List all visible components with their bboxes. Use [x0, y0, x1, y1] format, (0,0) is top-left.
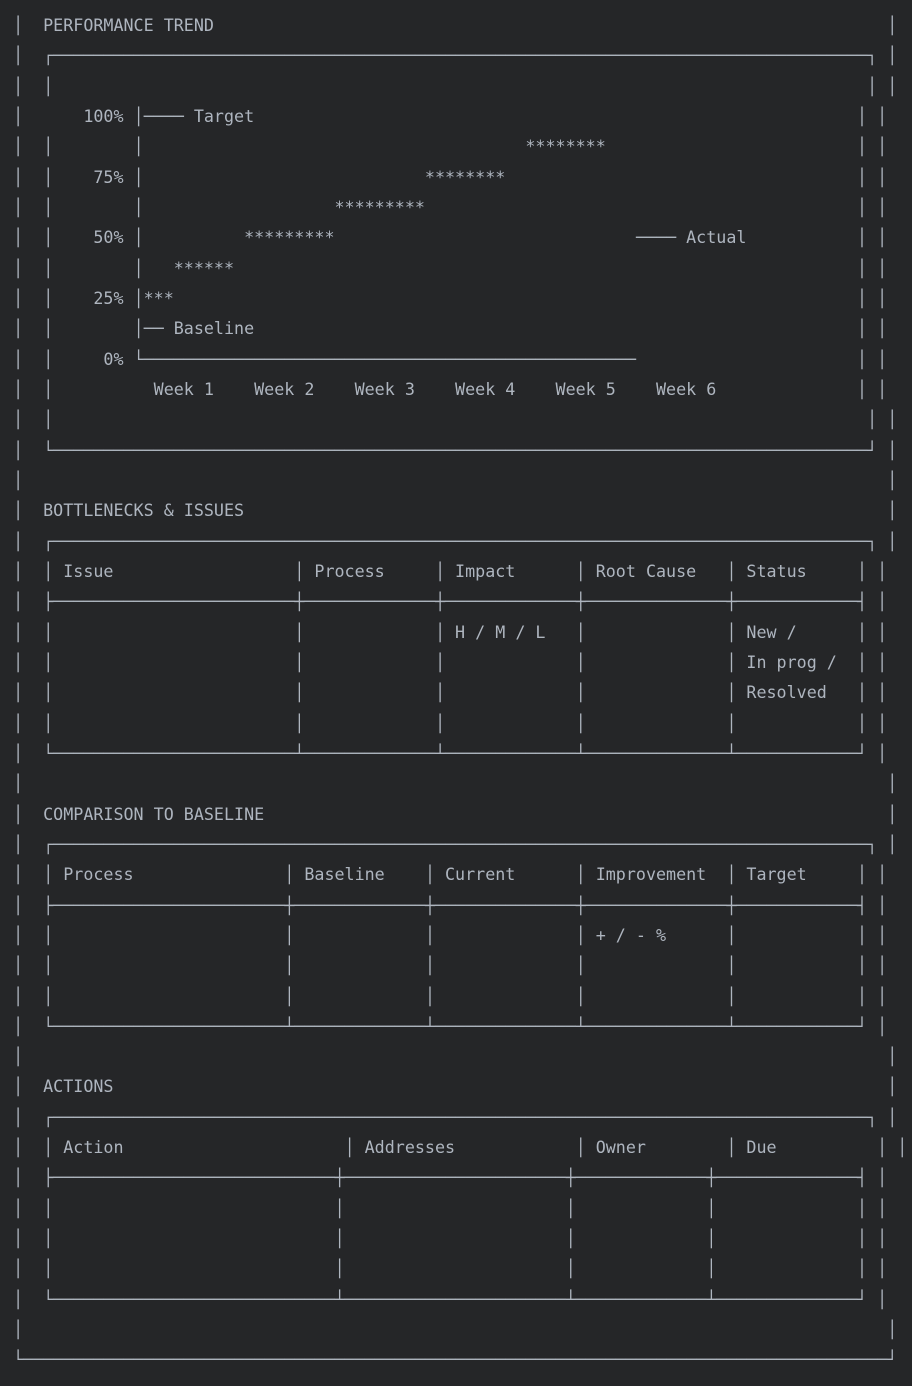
chart-row-week-labels: │ │ Week 1 Week 2 Week 3 Week 4 Week 5 Week 6 │ │	[13, 378, 888, 399]
spacer-line: │ │	[13, 773, 898, 794]
bottlenecks-row-empty: │ │ │ │ │ │ │ │	[13, 712, 888, 733]
comparison-row-empty: │ │ │ │ │ │ │ │	[13, 955, 888, 976]
chart-row-25pct-stars: │ │ 25% │*** │ │	[13, 287, 888, 308]
bottlenecks-row-status-hint-2: │ │ │ │ │ │ In prog / │ │	[13, 651, 888, 672]
bottlenecks-title-line: │ BOTTLENECKS & ISSUES │	[13, 500, 898, 521]
performance-trend-section	[13, 10, 912, 495]
comparison-section	[13, 799, 912, 1072]
actions-section	[13, 1071, 912, 1344]
bottlenecks-table-top-border: │ ┌─────────────────────────────────────────────────────────────────────────────────┐ │	[13, 530, 898, 551]
performance-trend-title-line: │ PERFORMANCE TREND │	[13, 15, 898, 35]
actions-title-line: │ ACTIONS │	[13, 1076, 898, 1097]
actions-row-empty-3: │ │ │ │ │ │ │	[13, 1258, 888, 1279]
spacer-line: │ │	[13, 1046, 898, 1067]
page-bottom-border: └──────────────────────────────────────────────────────────────────────────────────────┘	[13, 1349, 898, 1370]
bottlenecks-section	[13, 495, 912, 798]
chart-box-top-border: │ ┌─────────────────────────────────────────────────────────────────────────────────┐ │	[13, 45, 898, 66]
chart-row-75pct-stars-week4: │ │ 75% │ ******** │ │	[13, 166, 888, 187]
chart-row-50pct-stars-week2-actual-legend: │ │ 50% │ ********* ──── Actual │ │	[13, 227, 888, 248]
comparison-row-empty-2: │ │ │ │ │ │ │ │	[13, 985, 888, 1006]
comparison-table-bottom-border: │ └───────────────────────┴─────────────┴──────────────┴──────────────┴────────────┘ │	[13, 1015, 888, 1036]
chart-row-stars-week1: │ │ │ ****** │ │	[13, 257, 888, 278]
actions-table-top-border: │ ┌─────────────────────────────────────────────────────────────────────────────────┐ │	[13, 1106, 898, 1127]
chart-box-bottom-border: │ └─────────────────────────────────────────────────────────────────────────────────┘ │	[13, 439, 898, 460]
actions-row-empty-2: │ │ │ │ │ │ │	[13, 1228, 888, 1249]
actions-table-bottom-border: │ └────────────────────────────┴──────────────────────┴─────────────┴──────────────┘ │	[13, 1288, 888, 1309]
bottlenecks-table-bottom-border: │ └────────────────────────┴─────────────┴─────────────┴──────────────┴────────────┘ │	[13, 742, 888, 763]
chart-row-stars-week3: │ │ │ ********* │ │	[13, 196, 888, 217]
actions-table-header-separator: │ ├────────────────────────────┼──────────────────────┼─────────────┼──────────────┤ │	[13, 1167, 888, 1188]
actions-row-empty: │ │ │ │ │ │ │	[13, 1197, 888, 1218]
actions-table-header-row: │ │ Action │ Addresses │ Owner │ Due │ │	[13, 1137, 908, 1158]
chart-row-baseline-legend: │ │ │── Baseline │ │	[13, 318, 888, 339]
bottlenecks-table-header-separator: │ ├────────────────────────┼─────────────┼─────────────┼──────────────┼────────────┤ │	[13, 591, 888, 612]
spacer-line: │ │	[13, 469, 898, 490]
bottlenecks-row-status-hint-3: │ │ │ │ │ │ Resolved │ │	[13, 682, 888, 703]
comparison-table-top-border: │ ┌─────────────────────────────────────────────────────────────────────────────────┐ │	[13, 833, 898, 854]
comparison-table-header-separator: │ ├───────────────────────┼─────────────┼──────────────┼──────────────┼────────────┤ │	[13, 894, 888, 915]
spacer-line: │ │	[13, 1319, 898, 1340]
chart-box-blank-line-bottom: │ │ │ │	[13, 409, 898, 430]
chart-row-x-axis: │ │ 0% └───────────────────────────────────────────────── │ │	[13, 348, 888, 369]
chart-row-100pct-target-legend: │ 100% │──── Target │ │	[13, 105, 888, 126]
comparison-title-line: │ COMPARISON TO BASELINE │	[13, 803, 898, 824]
chart-box-blank-line: │ │ │ │	[13, 75, 898, 96]
comparison-row-improvement-hint: │ │ │ │ │ + / - % │ │ │	[13, 924, 888, 945]
bottlenecks-table-header-row: │ │ Issue │ Process │ Impact │ Root Cause │ Status │ │	[13, 560, 888, 581]
comparison-table-header-row: │ │ Process │ Baseline │ Current │ Improvement │ Target │ │	[13, 864, 888, 885]
bottlenecks-row-impact-status-hints: │ │ │ │ H / M / L │ │ New / │ │	[13, 621, 888, 642]
chart-row-stars-week5: │ │ │ ******** │ │	[13, 136, 888, 157]
